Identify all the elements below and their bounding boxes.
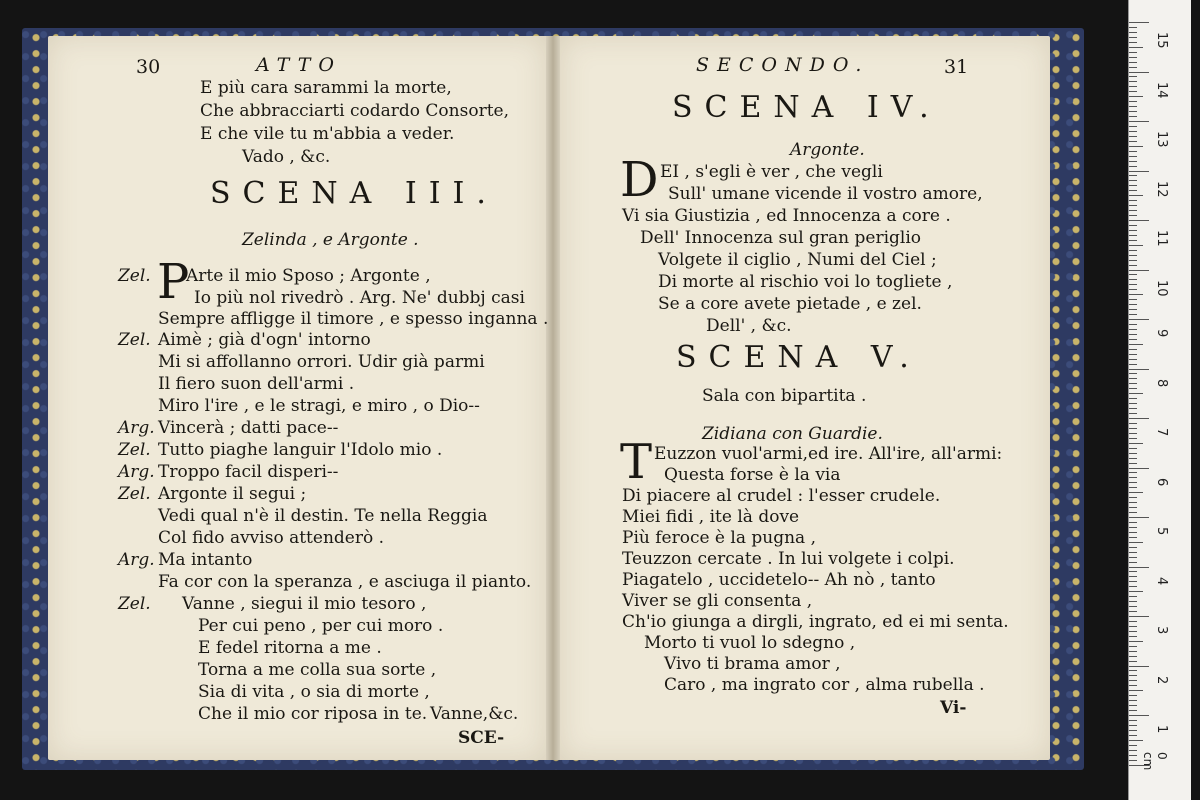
ruler-tick <box>1129 423 1137 424</box>
ruler-tick <box>1129 755 1137 756</box>
ruler-number: 12 <box>1154 180 1169 198</box>
ruler-tick <box>1129 200 1137 201</box>
ruler-tick <box>1129 175 1137 176</box>
ruler-tick <box>1129 131 1137 132</box>
ruler-tick <box>1129 428 1137 429</box>
ruler-tick <box>1129 740 1143 741</box>
ruler-tick <box>1129 487 1137 488</box>
scene-setting: Sala con bipartita . <box>702 386 867 406</box>
drop-cap: D <box>620 152 659 208</box>
ruler-tick <box>1129 121 1149 122</box>
ruler-tick <box>1129 62 1137 63</box>
ruler-tick <box>1129 685 1137 686</box>
dialogue-line: Il fiero suon dell'armi . <box>158 374 355 394</box>
verse-line: Miei fidi , ite là dove <box>622 507 800 527</box>
ruler-tick <box>1129 472 1137 473</box>
ruler-tick <box>1129 527 1137 528</box>
ruler-tick <box>1129 700 1137 701</box>
ruler-tick <box>1129 314 1137 315</box>
scene-characters: Zelinda , e Argonte . <box>242 230 419 250</box>
ruler-tick <box>1129 547 1137 548</box>
ruler-tick <box>1129 552 1137 553</box>
drop-cap: P <box>157 254 190 310</box>
ruler-tick <box>1129 230 1137 231</box>
ruler-tick <box>1129 32 1137 33</box>
verse-line: Di morte al rischio voi lo togliete , <box>658 272 953 292</box>
ruler-tick <box>1129 661 1137 662</box>
ruler-tick <box>1129 86 1137 87</box>
verse-line: Euzzon vuol'armi,ed ire. All'ire, all'armi: <box>654 444 1003 464</box>
dialogue-line: Fa cor con la speranza , e asciuga il pianto. <box>158 572 532 592</box>
ruler-tick <box>1129 294 1143 295</box>
ruler-tick <box>1129 151 1137 152</box>
ruler-tick <box>1129 745 1137 746</box>
ruler-tick <box>1129 463 1137 464</box>
ruler-tick <box>1129 656 1137 657</box>
ruler-tick <box>1129 581 1137 582</box>
ruler-number: 10 <box>1154 279 1169 297</box>
book-gutter <box>546 36 560 760</box>
dialogue-line: Arte il mio Sposo ; Argonte , <box>186 266 431 286</box>
ruler-tick <box>1129 408 1137 409</box>
dialogue-line: Argonte il segui ; <box>158 484 307 504</box>
verse-line: Vi sia Giustizia , ed Innocenza a core . <box>622 206 951 226</box>
ruler-number: 4 <box>1154 576 1169 585</box>
scene-title: SCENA V. <box>676 340 921 375</box>
ruler-tick <box>1129 606 1137 607</box>
scene-title: SCENA III. <box>210 176 498 211</box>
right-running-header: SECONDO. <box>696 54 870 76</box>
verse-line: Che abbracciarti codardo Consorte, <box>200 101 509 121</box>
scene-character: Zidiana con Guardie. <box>702 424 883 444</box>
da-capo-line: Vado , &c. <box>242 147 331 167</box>
ruler-number: 3 <box>1154 626 1169 635</box>
verse-line: Teuzzon cercate . In lui volgete i colpi. <box>622 549 955 569</box>
aria-line: Caro , ma ingrato cor , alma rubella . <box>664 675 985 695</box>
ruler-tick <box>1129 720 1137 721</box>
dialogue-line: Ma intanto <box>158 550 253 570</box>
ruler-number: 1 <box>1154 725 1169 734</box>
dialogue-line: Tutto piaghe languir l'Idolo mio . <box>158 440 443 460</box>
ruler-tick <box>1129 626 1137 627</box>
ruler-tick <box>1129 616 1149 617</box>
speaker-label: Zel. <box>118 440 151 460</box>
ruler-tick <box>1129 185 1137 186</box>
ruler-tick <box>1129 240 1137 241</box>
ruler-tick <box>1129 646 1137 647</box>
ruler-tick <box>1129 116 1137 117</box>
dialogue-line: Aimè ; già d'ogn' intorno <box>158 330 371 350</box>
verse-line: Piagatelo , uccidetelo-- Ah nò , tanto <box>622 570 936 590</box>
ruler-tick <box>1129 453 1137 454</box>
ruler-tick <box>1129 319 1149 320</box>
ruler-tick <box>1129 497 1137 498</box>
ruler-tick <box>1129 359 1137 360</box>
ruler-tick <box>1129 136 1137 137</box>
speaker-label: Zel. <box>118 266 151 286</box>
ruler-tick <box>1129 354 1137 355</box>
ruler-tick <box>1129 695 1137 696</box>
aria-line: E fedel ritorna a me . <box>198 638 382 658</box>
speaker-label: Zel. <box>118 594 151 614</box>
ruler-tick <box>1129 344 1143 345</box>
ruler-tick <box>1129 705 1137 706</box>
aria-line: Torna a me colla sua sorte , <box>198 660 437 680</box>
dialogue-line: Miro l'ire , e le stragi, e miro , o Dio-- <box>158 396 480 416</box>
verse-line: Sull' umane vicende il vostro amore, <box>668 184 983 204</box>
ruler-tick <box>1129 576 1137 577</box>
ruler-tick <box>1129 235 1137 236</box>
speaker-label: Arg. <box>118 462 155 482</box>
ruler-number: 2 <box>1154 675 1169 684</box>
dialogue-line: Vincerà ; datti pace-- <box>158 418 339 438</box>
ruler-tick <box>1129 304 1137 305</box>
ruler-tick <box>1129 156 1137 157</box>
ruler-tick <box>1129 126 1137 127</box>
verse-line: Viver se gli consenta , <box>622 591 813 611</box>
ruler-tick <box>1129 735 1137 736</box>
ruler-tick <box>1129 710 1137 711</box>
ruler-tick <box>1129 433 1137 434</box>
ruler-tick <box>1129 210 1137 211</box>
ruler-number: 9 <box>1154 329 1169 338</box>
ruler-tick <box>1129 641 1143 642</box>
ruler-number: 15 <box>1154 32 1169 49</box>
ruler-tick <box>1129 22 1149 23</box>
speaker-label: Zel. <box>118 484 151 504</box>
ruler-tick <box>1129 596 1137 597</box>
ruler-tick <box>1129 458 1137 459</box>
speaker-label: Arg. <box>118 418 155 438</box>
ruler-tick <box>1129 557 1137 558</box>
ruler-tick <box>1129 309 1137 310</box>
scene-title: SCENA IV. <box>672 90 941 125</box>
ruler-tick <box>1129 383 1137 384</box>
aria-line: Morto ti vuol lo sdegno , <box>644 633 856 653</box>
ruler-tick <box>1129 690 1143 691</box>
ruler-tick <box>1129 443 1143 444</box>
ruler-tick <box>1129 171 1149 172</box>
ruler-tick <box>1129 373 1137 374</box>
ruler-tick <box>1129 106 1137 107</box>
ruler-tick <box>1129 324 1137 325</box>
ruler-tick <box>1129 477 1137 478</box>
dialogue-line: Mi si affollanno orrori. Udir già parmi <box>158 352 485 372</box>
catchword: SCE- <box>458 728 505 748</box>
ruler-tick <box>1129 750 1137 751</box>
ruler-tick <box>1129 180 1137 181</box>
ruler-tick <box>1129 631 1137 632</box>
verse-line: E che vile tu m'abbia a veder. <box>200 124 455 144</box>
da-capo-line: Dell' , &c. <box>706 316 792 336</box>
aria-line: Per cui peno , per cui moro . <box>198 616 444 636</box>
ruler-tick <box>1129 413 1137 414</box>
ruler-tick <box>1129 725 1137 726</box>
ruler-tick <box>1129 245 1143 246</box>
ruler-tick <box>1129 492 1143 493</box>
verse-line: EI , s'egli è ver , che vegli <box>660 162 883 182</box>
ruler-tick <box>1129 651 1137 652</box>
ruler-tick <box>1129 601 1137 602</box>
ruler-tick <box>1129 398 1137 399</box>
ruler-tick <box>1129 666 1149 667</box>
ruler-tick <box>1129 418 1149 419</box>
ruler-tick <box>1129 57 1137 58</box>
ruler-tick <box>1129 91 1137 92</box>
ruler-tick <box>1129 52 1137 53</box>
ruler-unit: 0 cm <box>1141 752 1169 771</box>
ruler-tick <box>1129 265 1137 266</box>
ruler-tick <box>1129 96 1143 97</box>
ruler-tick <box>1129 571 1137 572</box>
verse-line: Più feroce è la pugna , <box>622 528 816 548</box>
ruler-tick <box>1129 76 1137 77</box>
ruler-tick <box>1129 482 1137 483</box>
ruler-tick <box>1129 378 1137 379</box>
right-page-number: 31 <box>944 56 969 78</box>
aria-line: Vanne , siegui il mio tesoro , <box>182 594 427 614</box>
ruler-tick <box>1129 621 1137 622</box>
ruler-tick <box>1129 364 1137 365</box>
verse-line: Se a core avete pietade , e zel. <box>658 294 922 314</box>
measuring-ruler <box>1128 0 1191 800</box>
ruler-tick <box>1129 67 1137 68</box>
ruler-tick <box>1129 190 1137 191</box>
verse-line: Volgete il ciglio , Numi del Ciel ; <box>658 250 937 270</box>
ruler-tick <box>1129 369 1149 370</box>
ruler-tick <box>1129 670 1137 671</box>
ruler-tick <box>1129 274 1137 275</box>
ruler-tick <box>1129 37 1137 38</box>
da-capo-marker: Vanne,&c. <box>430 704 519 724</box>
ruler-number: 7 <box>1154 428 1169 437</box>
speaker-label: Zel. <box>118 330 151 350</box>
verse-line: Ch'io giunga a dirgli, ingrato, ed ei mi senta. <box>622 612 1009 632</box>
speaker-label: Arg. <box>118 550 155 570</box>
catchword: Vi- <box>940 698 967 718</box>
ruler-tick <box>1129 532 1137 533</box>
ruler-tick <box>1129 730 1137 731</box>
verse-line: Dell' Innocenza sul gran periglio <box>640 228 922 248</box>
ruler-tick <box>1129 72 1149 73</box>
ruler-tick <box>1129 270 1149 271</box>
ruler-tick <box>1129 591 1143 592</box>
ruler-tick <box>1129 468 1149 469</box>
ruler-tick <box>1129 220 1149 221</box>
ruler-tick <box>1129 205 1137 206</box>
ruler-tick <box>1129 502 1137 503</box>
ruler-number: 5 <box>1154 527 1169 536</box>
ruler-tick <box>1129 111 1137 112</box>
dialogue-line: Sempre affligge il timore , e spesso inganna . <box>158 309 549 329</box>
ruler-tick <box>1129 27 1137 28</box>
ruler-tick <box>1129 334 1137 335</box>
ruler-tick <box>1129 289 1137 290</box>
ruler-tick <box>1129 161 1137 162</box>
ruler-tick <box>1129 680 1137 681</box>
ruler-tick <box>1129 586 1137 587</box>
aria-line: Sia di vita , o sia di morte , <box>198 682 430 702</box>
ruler-tick <box>1129 542 1143 543</box>
ruler-tick <box>1129 403 1137 404</box>
ruler-tick <box>1129 215 1137 216</box>
verse-line: Questa forse è la via <box>664 465 841 485</box>
ruler-number: 11 <box>1154 230 1169 247</box>
aria-line: Vivo ti brama amor , <box>664 654 841 674</box>
ruler-tick <box>1129 284 1137 285</box>
ruler-tick <box>1129 255 1137 256</box>
ruler-tick <box>1129 567 1149 568</box>
ruler-tick <box>1129 715 1149 716</box>
ruler-number: 14 <box>1154 81 1169 99</box>
verse-line: E più cara sarammi la morte, <box>200 78 452 98</box>
ruler-tick <box>1129 522 1137 523</box>
dialogue-line: Troppo facil disperi-- <box>158 462 339 482</box>
ruler-tick <box>1129 675 1137 676</box>
ruler-tick <box>1129 81 1137 82</box>
dialogue-line: Io più nol rivedrò . Arg. Ne' dubbj casi <box>194 288 525 308</box>
dialogue-line: Col fido avviso attenderò . <box>158 528 385 548</box>
ruler-tick <box>1129 636 1137 637</box>
ruler-tick <box>1129 279 1137 280</box>
ruler-tick <box>1129 329 1137 330</box>
ruler-tick <box>1129 388 1137 389</box>
ruler-tick <box>1129 260 1137 261</box>
ruler-tick <box>1129 339 1137 340</box>
ruler-tick <box>1129 195 1143 196</box>
ruler-tick <box>1129 512 1137 513</box>
ruler-tick <box>1129 225 1137 226</box>
ruler-tick <box>1129 146 1143 147</box>
ruler-tick <box>1129 47 1143 48</box>
verse-line: Di piacere al crudel : l'esser crudele. <box>622 486 941 506</box>
aria-line: Che il mio cor riposa in te. <box>198 704 428 724</box>
ruler-number: 13 <box>1154 131 1169 148</box>
ruler-tick <box>1129 760 1137 761</box>
ruler-tick <box>1129 166 1137 167</box>
ruler-tick <box>1129 141 1137 142</box>
drop-cap: T <box>620 434 653 490</box>
ruler-tick <box>1129 562 1137 563</box>
left-running-header: ATTO <box>256 54 342 76</box>
ruler-tick <box>1129 250 1137 251</box>
dialogue-line: Vedi qual n'è il destin. Te nella Reggia <box>158 506 488 526</box>
ruler-tick <box>1129 517 1149 518</box>
ruler-tick <box>1129 438 1137 439</box>
ruler-tick <box>1129 611 1137 612</box>
scene-character: Argonte. <box>790 140 865 160</box>
ruler-tick <box>1129 349 1137 350</box>
ruler-tick <box>1129 448 1137 449</box>
ruler-tick <box>1129 537 1137 538</box>
ruler-tick <box>1129 299 1137 300</box>
ruler-number: 6 <box>1154 477 1169 486</box>
left-page-number: 30 <box>136 56 161 78</box>
ruler-tick <box>1129 393 1143 394</box>
ruler-number: 8 <box>1154 378 1169 387</box>
ruler-tick <box>1129 507 1137 508</box>
ruler-tick <box>1129 42 1137 43</box>
ruler-tick <box>1129 101 1137 102</box>
